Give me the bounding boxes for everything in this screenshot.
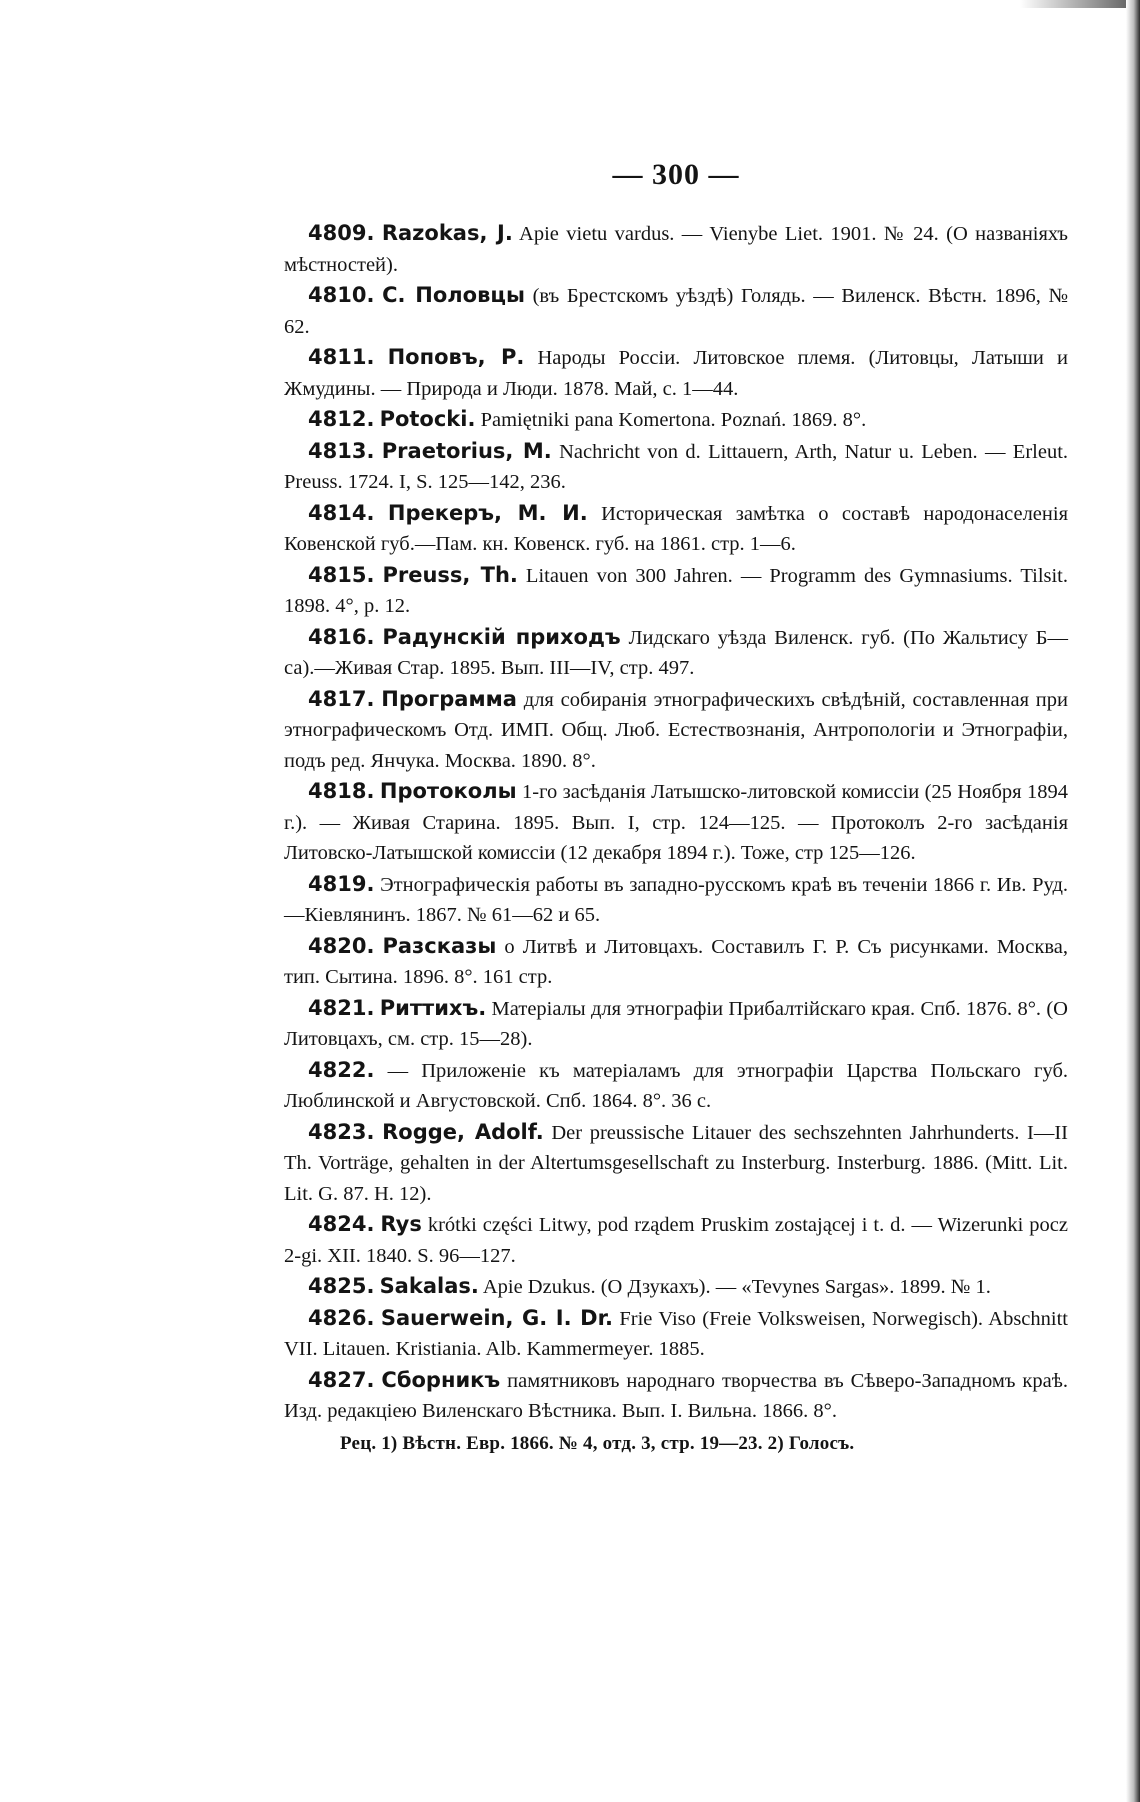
entry-heading: Сборникъ <box>381 1367 501 1392</box>
bibliography-entry <box>284 1117 1068 1210</box>
entry-number: 4825. <box>308 1274 375 1298</box>
entry-number: 4822. <box>308 1057 375 1082</box>
entry-number: 4809. <box>308 221 375 245</box>
entry-text: Pamiętniki pana Komertona. Poznań. 1869. 8°. <box>475 409 867 431</box>
entry-text: 1-го засѣданія Латышско-литовской комиссіи (25 Ноября 1894 г.). — Живая Старина. 1895. Вып. I, стр. 124—125. — Протоколъ 2-го засѣданія Литовско-Латышской комиссіи (12 декабря 1894 г.). Тоже, стр 125—126. <box>284 781 1068 864</box>
entry-heading: Preuss, Th. <box>382 562 518 587</box>
entry-heading: Поповъ, Р. <box>387 345 525 369</box>
entry-heading: Rogge, Adolf. <box>382 1119 544 1144</box>
bibliography-entry <box>284 684 1068 777</box>
entry-text: Историческая замѣтка о составѣ народонаселенія Ковенской губ.—Пам. кн. Ковенск. губ. на 1861. стр. 1—6. <box>284 502 1069 555</box>
bibliography-entry <box>284 776 1068 869</box>
entry-heading: Радунскій приходъ <box>382 624 621 649</box>
bibliography-entry <box>284 1271 1068 1303</box>
page-number: — 300 — <box>612 158 740 191</box>
entry-number: 4826. <box>308 1305 375 1330</box>
bibliography-entry <box>284 218 1068 280</box>
entry-text: Народы Россіи. Литовское племя. (Литовцы, Латыши и Жмудины. — Природа и Люди. 1878. Май, с. 1—44. <box>284 347 1069 400</box>
entry-number: 4820. <box>308 933 375 958</box>
bibliography-entry <box>284 1303 1068 1365</box>
entry-heading: Протоколы <box>379 779 517 803</box>
entry-text: Apie vietu vardus. — Vienybe Liet. 1901. № 24. (О названіяхъ мѣстностей). <box>284 223 1068 276</box>
entry-number: 4824. <box>308 1212 375 1236</box>
entry-heading: Прекеръ, М. И. <box>387 500 588 525</box>
entry-number: 4821. <box>308 995 375 1020</box>
bibliography-entry <box>284 436 1068 498</box>
bibliography-entry <box>284 931 1068 993</box>
bibliography-entry <box>284 1365 1068 1427</box>
entry-text: Der preussische Litauer des sechszehnten Jahrhunderts. I—II Th. Vorträge, gehalten in der Altertumsgesellschaft zu Insterburg. Insterburg. 1886. (Mitt. Lit. Lit. G. 87. H. 12). <box>284 1121 1069 1205</box>
entry-heading: С. Половцы <box>382 283 525 307</box>
entry-text: Apie Dzukus. (О Дзукахъ). — «Tevynes Sargas». 1899. № 1. <box>478 1276 991 1298</box>
bibliography-entry <box>284 404 1068 436</box>
entry-text: Матеріалы для этнографіи Прибалтійскаго края. Спб. 1876. 8°. (О Литовцахъ, см. стр. 15—28). <box>284 997 1068 1050</box>
review-note: Рец. 1) Вѣстн. Евр. 1866. № 4, отд. 3, стр. 19—23. 2) Голосъ. <box>340 1432 855 1454</box>
entry-number: 4819. <box>308 871 375 896</box>
scan-top-edge <box>1020 0 1140 8</box>
entry-number: 4815. <box>308 562 375 587</box>
entry-heading: Программа <box>381 686 517 711</box>
entry-heading: Риттихъ. <box>379 995 487 1020</box>
bibliography-entry <box>284 1209 1068 1271</box>
entry-text: Этнографическія работы въ западно-русскомъ краѣ въ теченіи 1866 г. Ив. Руд.—Кіевлянинъ. 1867. № 61—62 и 65. <box>284 873 1069 926</box>
entry-heading: Razokas, J. <box>381 221 513 245</box>
entry-text: памятниковъ народнаго творчества въ Сѣверо-Западномъ краѣ. Изд. редакціею Виленскаго Вѣстника. Вып. I. Вильна. 1866. 8°. <box>284 1369 1068 1422</box>
entry-number: 4823. <box>308 1119 375 1144</box>
entry-text: Litauen von 300 Jahren. — Programm des Gymnasiums. Tilsit. 1898. 4°, p. 12. <box>284 564 1069 617</box>
entry-number: 4813. <box>308 438 375 463</box>
bibliography-entry <box>284 993 1068 1055</box>
entry-text: Nachricht von d. Littauern, Arth, Natur u. Leben. — Erleut. Preuss. 1724. I, S. 125—142, 236. <box>284 440 1069 493</box>
entry-number: 4816. <box>308 624 375 649</box>
entry-text: о Литвѣ и Литовцахъ. Составилъ Г. Р. Съ рисунками. Москва, тип. Сытина. 1896. 8°. 161 стр. <box>284 935 1068 988</box>
bibliography-entry <box>284 869 1068 931</box>
entry-number: 4810. <box>308 283 375 307</box>
entry-heading: Praetorius, M. <box>381 438 552 463</box>
bibliography-entry <box>284 1055 1068 1117</box>
bibliography-entry <box>284 622 1068 684</box>
entry-heading: Sauerwein, G. I. Dr. <box>380 1305 613 1330</box>
page-content <box>284 158 1068 1459</box>
entry-number: 4814. <box>308 500 375 525</box>
entry-text: Лидскаго уѣзда Виленск. губ. (По Жальтису Б—са).—Живая Стар. 1895. Вып. III—IV, стр. 497. <box>284 626 1068 679</box>
entry-heading: Разсказы <box>382 933 497 958</box>
scan-page-edge <box>1126 0 1140 1802</box>
entry-number: 4812. <box>308 407 375 431</box>
bibliography-list <box>284 218 1068 1427</box>
entry-number: 4818. <box>308 779 375 803</box>
entry-text: krótki części Litwy, pod rządem Pruskim zostającej i t. d. — Wizerunki pocz 2-gi. XII. 1840. S. 96—127. <box>284 1214 1069 1267</box>
bibliography-entry <box>284 342 1068 404</box>
bibliography-entry <box>284 560 1068 622</box>
entry-text: Frie Viso (Freie Volksweisen, Norwegisch). Abschnitt VII. Litauen. Kristiania. Alb. Kammermeyer. 1885. <box>284 1307 1068 1360</box>
entry-heading: Potocki. <box>379 407 476 431</box>
entry-text: — Приложеніе къ матеріаламъ для этнографіи Царства Польскаго губ. Люблинской и Августовской. Спб. 1864. 8°. 36 с. <box>284 1059 1068 1112</box>
entry-number: 4817. <box>308 686 375 711</box>
entry-heading: Sakalas. <box>379 1274 479 1298</box>
entry-text: (въ Брестскомъ уѣздѣ) Голядь. — Виленск. Вѣстн. 1896, № 62. <box>284 285 1069 338</box>
entry-number: 4811. <box>308 345 375 369</box>
bibliography-entry <box>284 498 1068 560</box>
bibliography-entry <box>284 280 1068 342</box>
entry-number: 4827. <box>308 1367 375 1392</box>
entry-heading: Rys <box>380 1212 422 1236</box>
entry-text: для собиранія этнографическихъ свѣдѣній, составленная при этнографическомъ Отд. ИМП. Общ. Люб. Естествознанія, Антропологіи и Этнографіи, подъ ред. Янчука. Москва. 1890. 8°. <box>284 688 1068 772</box>
